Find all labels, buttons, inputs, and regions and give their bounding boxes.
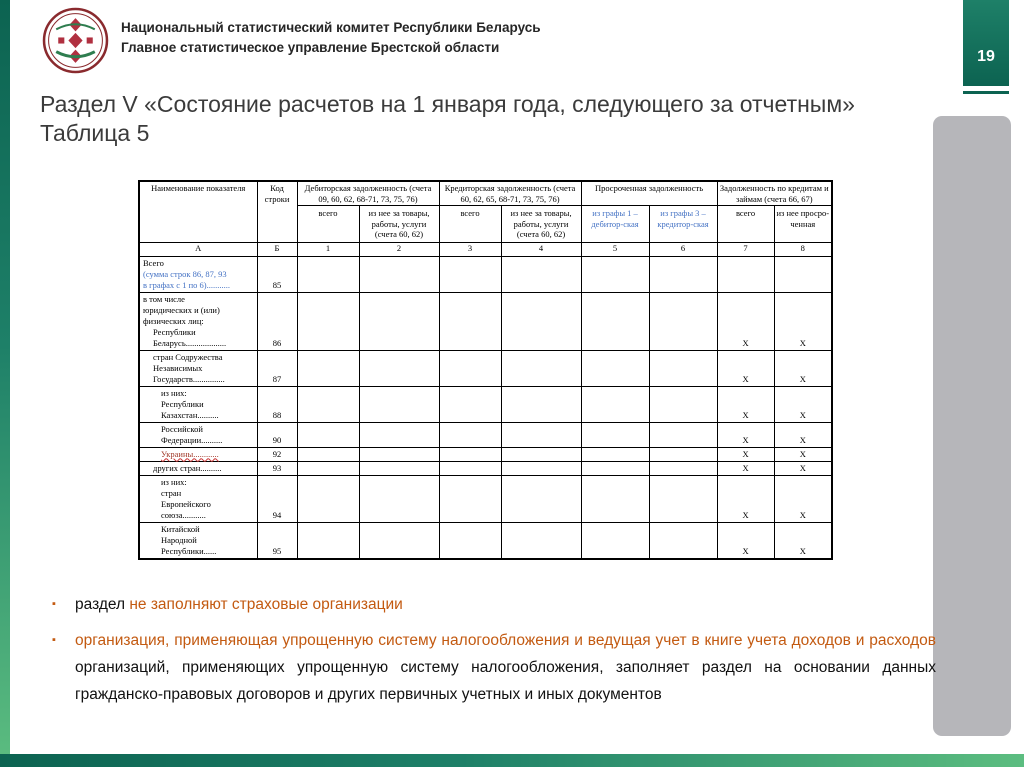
data-cell: X xyxy=(774,422,832,447)
data-cell xyxy=(649,447,717,461)
data-cell xyxy=(439,447,501,461)
bullet-marker-icon: ▪ xyxy=(52,634,56,646)
data-cell: X xyxy=(717,475,774,522)
column-letter-cell: 8 xyxy=(774,242,832,256)
column-letter-cell: 3 xyxy=(439,242,501,256)
table-group-header-row xyxy=(139,181,832,206)
data-cell xyxy=(359,256,439,292)
page-number-badge xyxy=(963,0,1009,86)
data-cell xyxy=(581,447,649,461)
data-cell xyxy=(359,422,439,447)
data-cell xyxy=(439,256,501,292)
data-cell xyxy=(649,522,717,559)
data-cell xyxy=(581,475,649,522)
indicator-name-cell xyxy=(139,256,257,292)
data-cell: X xyxy=(717,522,774,559)
table-row xyxy=(139,386,832,422)
indicator-name-line: стран Содружества xyxy=(153,351,223,362)
indicator-name-line: Республики xyxy=(153,326,196,337)
table-letter-row xyxy=(139,242,832,256)
indicator-name-line: (сумма строк 86, 87, 93 xyxy=(143,268,227,279)
bullet-text-segment: раздел xyxy=(75,596,130,613)
data-cell xyxy=(359,522,439,559)
indicator-name-line: Беларусь................... xyxy=(153,337,227,348)
data-cell xyxy=(359,475,439,522)
data-cell xyxy=(297,386,359,422)
data-cell: X xyxy=(774,350,832,386)
slide-title: Раздел V «Состояние расчетов на 1 января года, следующего за отчетным» xyxy=(40,91,855,117)
table-caption: Таблица 5 xyxy=(40,120,150,146)
data-cell xyxy=(581,350,649,386)
left-accent-strip xyxy=(0,0,10,767)
indicator-name-line: Федерации.......... xyxy=(161,434,223,445)
table-row xyxy=(139,475,832,522)
indicator-name-line: в том числе xyxy=(143,293,185,304)
table-subheader-cell: всего xyxy=(717,206,774,243)
indicator-name-line: физических лиц: xyxy=(143,315,204,326)
indicator-name-cell xyxy=(139,386,257,422)
indicator-name-line: союза........... xyxy=(161,509,206,520)
indicator-name-line: Российской xyxy=(161,423,203,434)
indicator-name-line: стран xyxy=(161,487,182,498)
data-cell xyxy=(297,422,359,447)
column-letter-cell: Б xyxy=(257,242,297,256)
data-cell xyxy=(649,350,717,386)
data-cell xyxy=(297,475,359,522)
right-gray-panel xyxy=(933,116,1011,736)
data-cell: X xyxy=(774,292,832,350)
title-block xyxy=(40,90,938,148)
table-subheader-cell: из нее за товары, работы, услуги (счета 60, 62) xyxy=(501,206,581,243)
data-cell: X xyxy=(774,475,832,522)
row-code-cell: 94 xyxy=(257,475,297,522)
table-subheader-cell: из графы 1 – дебитор-ская xyxy=(581,206,649,243)
bullet-text-segment: организация, применяющая упрощенную систему налогообложения и ведущая учет в книге учета доходов и расходов xyxy=(75,632,936,649)
column-letter-cell: А xyxy=(139,242,257,256)
data-cell xyxy=(439,422,501,447)
data-cell xyxy=(297,522,359,559)
table-row xyxy=(139,256,832,292)
table-body xyxy=(139,256,832,559)
table-subheader-cell: из нее за товары, работы, услуги (счета 60, 62) xyxy=(359,206,439,243)
indicator-name-line: в графах с 1 по 6)........... xyxy=(143,279,230,290)
organization-name xyxy=(121,7,541,58)
indicator-name-cell xyxy=(139,522,257,559)
header-group-loans: Задолженность по кредитам и займам (счета 66, 67) xyxy=(717,181,832,206)
data-cell xyxy=(774,256,832,292)
slide-header xyxy=(42,7,541,74)
column-letter-cell: 4 xyxy=(501,242,581,256)
bullet-text xyxy=(75,627,936,708)
indicator-name-line: юридических и (или) xyxy=(143,304,220,315)
table-row xyxy=(139,292,832,350)
data-cell xyxy=(439,522,501,559)
indicator-name-cell xyxy=(139,422,257,447)
column-letter-cell: 1 xyxy=(297,242,359,256)
data-cell xyxy=(649,461,717,475)
data-cell xyxy=(581,292,649,350)
data-cell xyxy=(297,447,359,461)
indicator-name-cell xyxy=(139,447,257,461)
bullet-item xyxy=(52,591,936,618)
indicator-name-cell xyxy=(139,350,257,386)
data-cell: X xyxy=(717,422,774,447)
table-subheader-cell: из графы 3 – кредитор-ская xyxy=(649,206,717,243)
table-row xyxy=(139,422,832,447)
data-cell xyxy=(297,292,359,350)
page-tab-underline xyxy=(963,91,1009,94)
data-cell xyxy=(439,386,501,422)
data-cell xyxy=(501,522,581,559)
data-cell xyxy=(439,292,501,350)
indicator-name-line: Республики xyxy=(161,398,204,409)
row-code-cell: 92 xyxy=(257,447,297,461)
indicator-name-line: из них: xyxy=(161,387,187,398)
data-cell: X xyxy=(717,350,774,386)
data-cell: X xyxy=(717,292,774,350)
indicator-name-line: Казахстан.......... xyxy=(161,409,219,420)
data-cell xyxy=(501,447,581,461)
data-cell: X xyxy=(717,461,774,475)
bullet-item xyxy=(52,627,936,708)
data-cell xyxy=(439,461,501,475)
data-cell xyxy=(581,461,649,475)
data-cell: X xyxy=(774,522,832,559)
data-cell xyxy=(439,475,501,522)
table-row xyxy=(139,447,832,461)
bullet-marker-icon: ▪ xyxy=(52,598,56,610)
report-table xyxy=(138,180,833,560)
data-cell xyxy=(581,522,649,559)
table-row xyxy=(139,350,832,386)
data-cell xyxy=(439,350,501,386)
row-code-cell: 90 xyxy=(257,422,297,447)
organization-line1: Национальный статистический комитет Республики Беларусь xyxy=(121,20,541,35)
table-subheader-cell: из нее просро-ченная xyxy=(774,206,832,243)
column-letter-cell: 7 xyxy=(717,242,774,256)
data-cell xyxy=(297,256,359,292)
column-letter-cell: 2 xyxy=(359,242,439,256)
page-number: 19 xyxy=(977,48,995,65)
notes-bullet-list xyxy=(52,591,936,717)
data-cell xyxy=(359,461,439,475)
data-cell xyxy=(501,386,581,422)
data-cell xyxy=(581,422,649,447)
row-code-cell: 93 xyxy=(257,461,297,475)
data-cell xyxy=(501,292,581,350)
data-cell xyxy=(581,256,649,292)
header-indicator-name: Наименование показателя xyxy=(139,181,257,242)
data-cell xyxy=(501,422,581,447)
table-subheader-cell: всего xyxy=(439,206,501,243)
indicator-name-line: Народной xyxy=(161,534,197,545)
data-cell xyxy=(501,461,581,475)
indicator-name-cell xyxy=(139,461,257,475)
table-row xyxy=(139,461,832,475)
row-code-cell: 87 xyxy=(257,350,297,386)
data-cell xyxy=(297,350,359,386)
data-cell xyxy=(297,461,359,475)
column-letter-cell: 6 xyxy=(649,242,717,256)
data-cell xyxy=(501,256,581,292)
row-code-cell: 95 xyxy=(257,522,297,559)
indicator-name-line: Всего xyxy=(143,257,164,268)
indicator-name-line: Европейского xyxy=(161,498,211,509)
row-code-cell: 85 xyxy=(257,256,297,292)
data-cell xyxy=(581,386,649,422)
header-group-receivables: Дебиторская задолженность (счета 09, 60, 62, 68-71, 73, 75, 76) xyxy=(297,181,439,206)
data-cell xyxy=(649,256,717,292)
indicator-name-cell xyxy=(139,292,257,350)
data-cell xyxy=(717,256,774,292)
indicator-name-line: Республики...... xyxy=(161,545,217,556)
report-table-wrap xyxy=(138,180,833,560)
bullet-text-segment: не заполняют страховые организации xyxy=(129,596,403,613)
column-letter-cell: 5 xyxy=(581,242,649,256)
data-cell xyxy=(649,386,717,422)
data-cell xyxy=(649,292,717,350)
row-code-cell: 86 xyxy=(257,292,297,350)
data-cell xyxy=(359,447,439,461)
data-cell xyxy=(359,386,439,422)
data-cell: X xyxy=(717,386,774,422)
header-row-code: Код строки xyxy=(257,181,297,242)
data-cell xyxy=(501,475,581,522)
table-row xyxy=(139,522,832,559)
organization-line2: Главное статистическое управление Брестской области xyxy=(121,40,500,55)
bottom-accent-bar xyxy=(0,754,1024,767)
indicator-name-line: Государств............... xyxy=(153,373,225,384)
data-cell: X xyxy=(774,386,832,422)
row-code-cell: 88 xyxy=(257,386,297,422)
indicator-name-line: из них: xyxy=(161,476,187,487)
data-cell xyxy=(649,422,717,447)
bullet-text xyxy=(75,591,936,618)
indicator-name-line: Украины............ xyxy=(161,448,219,459)
table-subheader-cell: всего xyxy=(297,206,359,243)
header-group-overdue: Просроченная задолженность xyxy=(581,181,717,206)
data-cell: X xyxy=(774,461,832,475)
data-cell xyxy=(501,350,581,386)
indicator-name-line: Независимых xyxy=(153,362,203,373)
indicator-name-cell xyxy=(139,475,257,522)
indicator-name-line: Китайской xyxy=(161,523,200,534)
data-cell: X xyxy=(774,447,832,461)
indicator-name-line: других стран.......... xyxy=(153,462,222,473)
data-cell xyxy=(359,350,439,386)
data-cell: X xyxy=(717,447,774,461)
data-cell xyxy=(359,292,439,350)
data-cell xyxy=(649,475,717,522)
belstat-logo-icon xyxy=(42,7,109,74)
header-group-payables: Кредиторская задолженность (счета 60, 62, 65, 68-71, 73, 75, 76) xyxy=(439,181,581,206)
bullet-text-segment: организаций, применяющих упрощенную систему налогообложения, заполняет раздел на основании данных гражданско-правовых договоров и других первичных учетных и иных документов xyxy=(75,659,936,703)
